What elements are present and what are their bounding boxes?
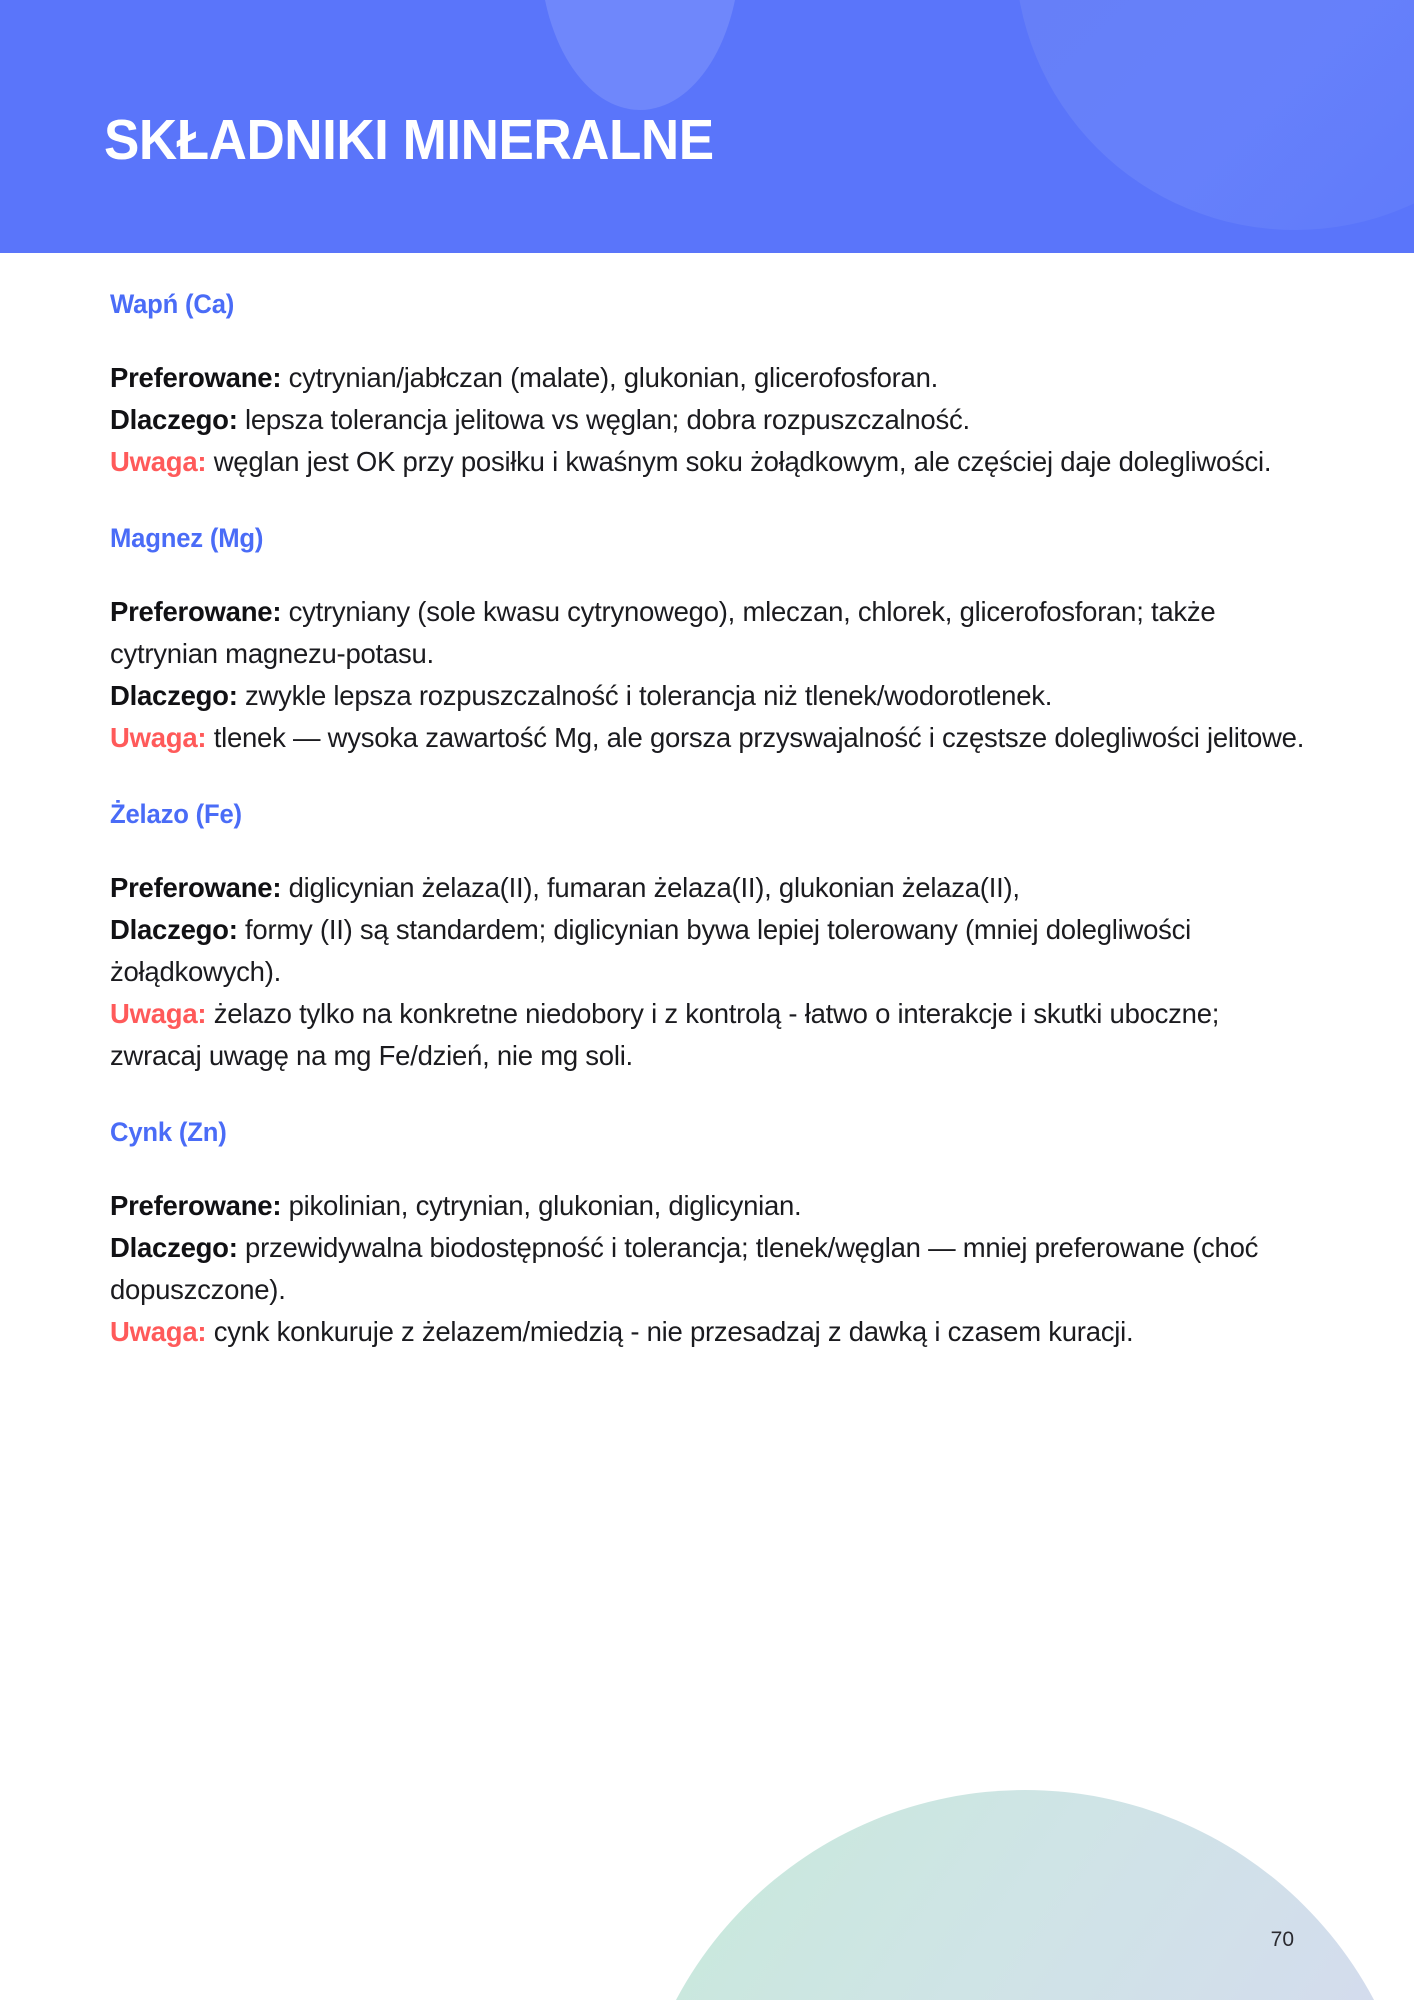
label-uwaga: Uwaga: bbox=[110, 446, 207, 477]
section-cynk bbox=[110, 1115, 1306, 1353]
section-magnez bbox=[110, 521, 1306, 759]
section-heading-magnez: Magnez (Mg) bbox=[110, 523, 264, 553]
section-heading-cynk: Cynk (Zn) bbox=[110, 1117, 227, 1147]
section-body-wapn bbox=[110, 357, 1306, 483]
section-wapn bbox=[110, 287, 1306, 483]
page-header-banner bbox=[0, 0, 1414, 253]
text-preferowane-wapn: cytrynian/jabłczan (malate), glukonian, glicerofosforan. bbox=[288, 362, 939, 393]
content-area bbox=[0, 253, 1414, 1353]
label-dlaczego: Dlaczego: bbox=[110, 404, 238, 435]
text-preferowane-zelazo: diglicynian żelaza(II), fumaran żelaza(II), glukonian żelaza(II), bbox=[288, 872, 1020, 903]
label-uwaga: Uwaga: bbox=[110, 722, 207, 753]
text-dlaczego-wapn: lepsza tolerancja jelitowa vs węglan; dobra rozpuszczalność. bbox=[245, 404, 970, 435]
page-title: SKŁADNIKI MINERALNE bbox=[104, 108, 714, 172]
label-dlaczego: Dlaczego: bbox=[110, 680, 238, 711]
text-preferowane-cynk: pikolinian, cytrynian, glukonian, diglicynian. bbox=[288, 1190, 802, 1221]
label-dlaczego: Dlaczego: bbox=[110, 1232, 238, 1263]
section-heading-zelazo: Żelazo (Fe) bbox=[110, 799, 242, 829]
header-decorative-circle-large bbox=[1015, 0, 1414, 230]
text-uwaga-zelazo: żelazo tylko na konkretne niedobory i z kontrolą - łatwo o interakcje i skutki uboczne; zwracaj uwagę na mg Fe/dzień, nie mg soli. bbox=[110, 998, 1220, 1071]
text-dlaczego-zelazo: formy (II) są standardem; diglicynian bywa lepiej tolerowany (mniej dolegliwości żołądkowych). bbox=[110, 914, 1191, 987]
footer-decorative-gradient-circle bbox=[630, 1790, 1414, 2000]
label-preferowane: Preferowane: bbox=[110, 872, 282, 903]
text-uwaga-magnez: tlenek — wysoka zawartość Mg, ale gorsza przyswajalność i częstsze dolegliwości jelitowe. bbox=[213, 722, 1305, 753]
label-preferowane: Preferowane: bbox=[110, 362, 282, 393]
section-body-magnez bbox=[110, 591, 1306, 759]
text-dlaczego-magnez: zwykle lepsza rozpuszczalność i tolerancja niż tlenek/wodorotlenek. bbox=[245, 680, 1053, 711]
header-decorative-circle-light bbox=[540, 0, 740, 110]
label-preferowane: Preferowane: bbox=[110, 596, 282, 627]
text-uwaga-wapn: węglan jest OK przy posiłku i kwaśnym soku żołądkowym, ale częściej daje dolegliwości. bbox=[213, 446, 1272, 477]
section-body-zelazo bbox=[110, 867, 1306, 1077]
section-zelazo bbox=[110, 797, 1306, 1077]
text-dlaczego-cynk: przewidywalna biodostępność i tolerancja; tlenek/węglan — mniej preferowane (choć dopuszczone). bbox=[110, 1232, 1259, 1305]
label-uwaga: Uwaga: bbox=[110, 1316, 207, 1347]
page-number: 70 bbox=[1270, 1928, 1294, 1951]
section-heading-wapn: Wapń (Ca) bbox=[110, 289, 235, 319]
label-uwaga: Uwaga: bbox=[110, 998, 207, 1029]
section-body-cynk bbox=[110, 1185, 1306, 1353]
label-preferowane: Preferowane: bbox=[110, 1190, 282, 1221]
text-preferowane-magnez: cytryniany (sole kwasu cytrynowego), mleczan, chlorek, glicerofosforan; także cytrynian magnezu-potasu. bbox=[110, 596, 1216, 669]
text-uwaga-cynk: cynk konkuruje z żelazem/miedzią - nie przesadzaj z dawką i czasem kuracji. bbox=[213, 1316, 1134, 1347]
label-dlaczego: Dlaczego: bbox=[110, 914, 238, 945]
